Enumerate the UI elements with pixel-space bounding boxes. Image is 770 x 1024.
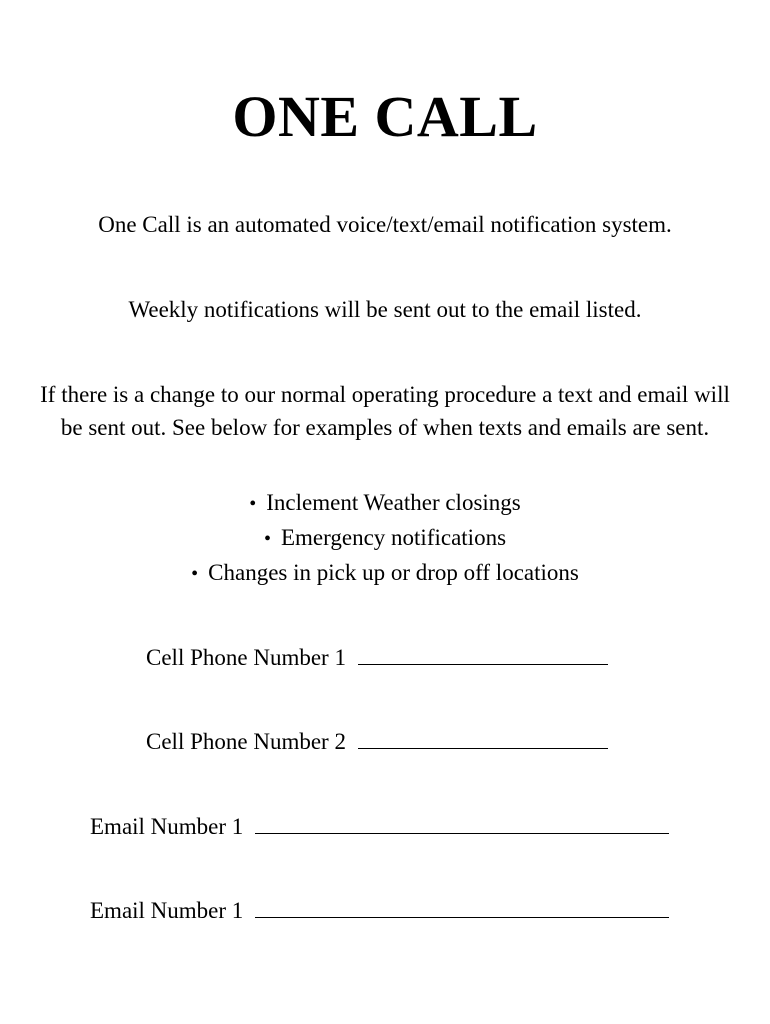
field-label: Email Number 1 [90,898,244,923]
cell-phone-1-field [146,642,608,673]
list-item-text: Inclement Weather closings [266,490,521,515]
list-item [0,521,770,556]
list-item-text: Emergency notifications [280,525,507,550]
email-2-field [90,895,669,926]
email-1-blank[interactable] [255,811,669,834]
field-label: Cell Phone Number 2 [146,729,346,754]
examples-list [0,486,770,591]
field-label: Email Number 1 [90,814,244,839]
bullet-icon: • [191,563,199,585]
page-title: ONE CALL [232,84,538,149]
cell-phone-2-blank[interactable] [358,726,608,749]
cell-phone-2-field [146,726,608,757]
intro-paragraph: One Call is an automated voice/text/email notification system. [98,212,672,237]
change-notice-paragraph: If there is a change to our normal operating procedure a text and email will be sent out. See below for examples of when texts and emails are sent. [40,382,730,440]
field-label: Cell Phone Number 1 [146,645,346,670]
bullet-icon: • [263,528,271,550]
email-2-blank[interactable] [255,895,669,918]
bullet-icon: • [249,493,257,515]
email-1-field [90,811,669,842]
list-item-text: Changes in pick up or drop off locations [208,560,579,585]
list-item [0,486,770,521]
list-item [0,556,770,591]
weekly-notice-paragraph: Weekly notifications will be sent out to the email listed. [128,297,642,322]
cell-phone-1-blank[interactable] [358,642,608,665]
